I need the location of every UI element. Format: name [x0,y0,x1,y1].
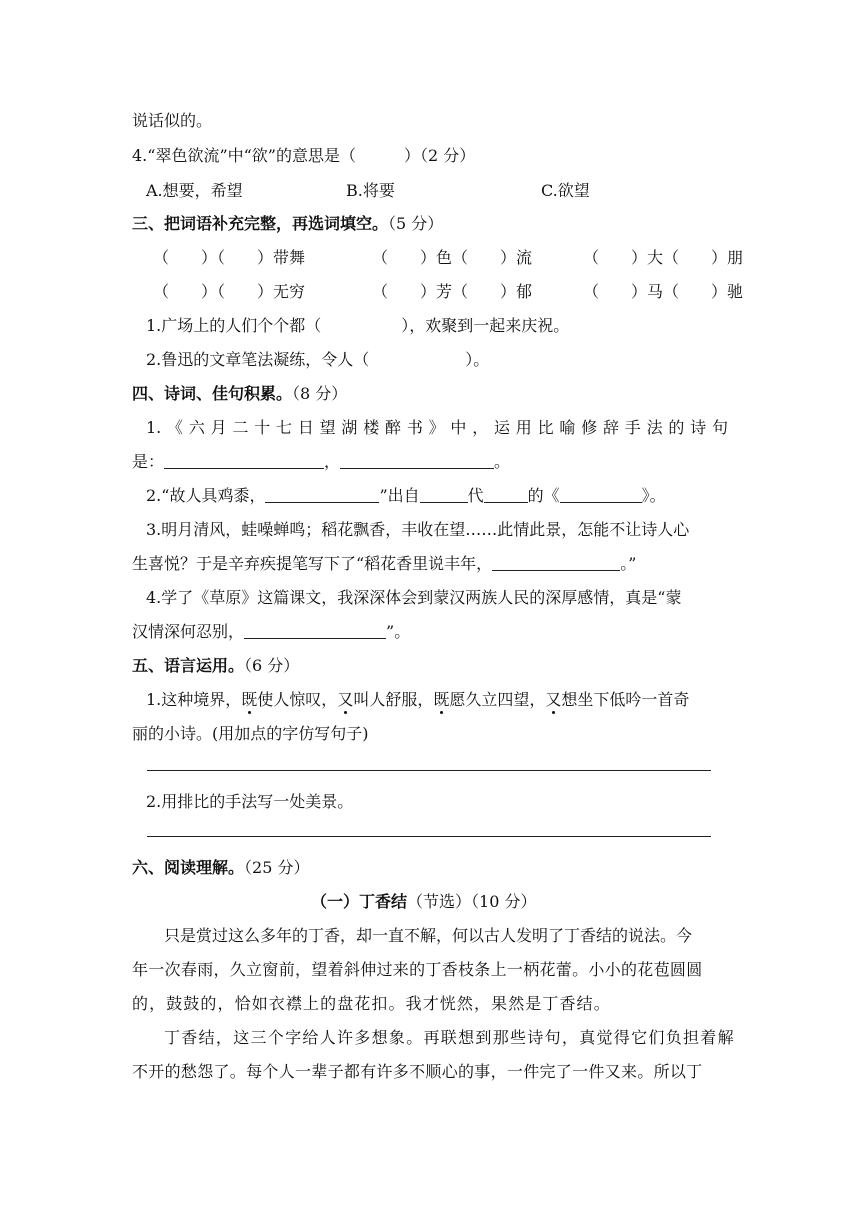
s4-item-3-line-1: 3.明月清风，蛙噪蝉鸣；稻花飘香，丰收在望……此情此景，怎能不让诗人心 [146,520,690,539]
s4-item-2-text-d: 的《 [527,486,560,505]
dotted-char: 又 [545,690,562,709]
s3-word-5: （ ）芳（ ）郁 [372,282,533,301]
s4-item-1-char: 比 [537,418,554,437]
s5-text: 1.这种境界， [146,690,242,709]
s4-item-1-char: 修 [581,418,598,437]
s5-text: 想坐下低吟一首奇 [561,690,690,709]
s4-item-1-char: 《 [167,418,184,437]
s4-item-1-end: 。 [494,452,511,471]
s4-item-1-char: 用 [515,418,532,437]
blank [265,486,379,503]
s4-item-1-char: 楼 [363,418,380,437]
section-3-score: （5 分） [388,214,444,233]
s4-item-1-char: 辞 [602,418,619,437]
continued-text: 说话似的。 [132,111,213,130]
s5-text: 叫人舒服， [353,690,434,709]
q4-option-c: C.欲望 [541,181,590,200]
section-4-score: （8 分） [292,384,348,403]
section-3-title [132,213,443,235]
s3-word-2: （ ）色（ ）流 [372,248,533,267]
blank [244,622,386,639]
s4-item-1-comma: ， [324,452,341,471]
blank [420,486,468,503]
s4-item-1-char: 醉 [385,418,402,437]
passage-p2-line-1: 丁香结，这三个字给人许多想象。再联想到那些诗句，真觉得它们负担着解 [164,1028,735,1047]
s4-item-1-char: ， [472,418,489,437]
blank [560,486,642,503]
s4-item-2-text-e: 》。 [641,486,666,505]
s4-item-1-char: 日 [297,418,314,437]
blank [164,452,324,469]
s3-word-3: （ ）大（ ）朋 [583,248,744,267]
s4-item-4-text: 汉情深何忍别， [132,622,245,641]
s4-item-1-char: 》 [428,418,445,437]
s4-item-1-char: 书 [406,418,423,437]
s4-item-3-line-2 [132,553,636,575]
s4-item-2 [146,485,666,507]
s4-item-1-char: 1. [146,418,162,437]
passage-p1-line-3: 的，鼓鼓的，恰如衣襟上的盘花扣。我才恍然，果然是丁香结。 [132,994,611,1013]
s4-item-1-line-2 [132,451,510,473]
s4-item-4-line-2 [132,621,410,643]
s3-item-2: 2.鲁迅的文章笔法凝练，令人（ ）。 [146,350,490,369]
question-4: 4.“翠色欲流”中“欲”的意思是（ ）（2 分） [132,146,476,165]
q4-option-a: A.想要，希望 [146,181,243,200]
section-5-title [132,655,299,677]
s4-item-1-char: 月 [210,418,227,437]
answer-line [147,836,711,837]
s3-item-1: 1.广场上的人们个个都（ ），欢聚到一起来庆祝。 [146,316,570,335]
s4-item-2-text-b: ”出自 [379,486,420,505]
s5-text: 使人惊叹， [257,690,338,709]
blank [340,452,494,469]
reading-title-note: （节选）（10 分） [407,892,537,911]
passage-p2-line-2: 不开的愁怨了。每个人一辈子都有许多不顺心的事，一件完了一件又来。所以丁 [132,1062,703,1081]
s3-word-4: （ ）（ ）无穷 [153,282,306,301]
section-3-heading: 三、把词语补充完整，再选词填空。 [132,214,389,233]
s4-item-3-text: 生喜悦？于是辛弃疾提笔写下了“稻花香里说丰年， [132,554,493,573]
s4-item-3-end: 。” [620,554,637,573]
s4-item-1-char: 句 [711,418,728,437]
s4-item-1-char: 二 [232,418,249,437]
s4-item-1-line-1 [146,417,728,439]
dotted-char: 既 [433,690,450,709]
section-5-heading: 五、语言运用。 [132,656,245,675]
q4-option-b: B.将要 [346,181,395,200]
s4-item-1-char: 六 [188,418,205,437]
s4-item-2-text-c: 代 [467,486,484,505]
dotted-char: 既 [241,690,258,709]
s4-item-4-end: ”。 [386,622,411,641]
passage-p1-line-2: 年一次春雨，久立窗前，望着斜伸过来的丁香枝条上一柄花蕾。小小的花苞圆圆 [132,960,703,979]
reading-title [311,891,536,913]
s3-word-1: （ ）（ ）带舞 [153,248,306,267]
blank [492,554,620,571]
s5-item-2: 2.用排比的手法写一处美景。 [146,792,354,811]
s4-item-1-char: 运 [494,418,511,437]
section-6-heading: 六、阅读理解。 [132,858,245,877]
section-6-title [132,857,309,879]
s3-word-6: （ ）马（ ）驰 [583,282,744,301]
blank [484,486,528,503]
s4-item-1-char: 望 [319,418,336,437]
s4-item-2-text-a: 2.“故人具鸡黍， [146,486,266,505]
s5-item-1-line-2: 丽的小诗。(用加点的字仿写句子) [132,724,369,743]
section-4-title [132,383,347,405]
s4-item-1-char: 七 [276,418,293,437]
section-6-score: （25 分） [244,858,310,877]
s4-item-1-char: 湖 [341,418,358,437]
dotted-char: 又 [337,690,354,709]
s4-item-1-char: 的 [668,418,685,437]
answer-line [147,770,711,771]
section-5-score: （6 分） [244,656,300,675]
s5-item-1-line-1 [146,689,689,711]
s4-item-1-char: 中 [450,418,467,437]
s4-item-1-char: 喻 [559,418,576,437]
s4-item-1-char: 诗 [690,418,707,437]
s4-item-1-char: 手 [624,418,641,437]
s4-item-4-line-1: 4.学了《草原》这篇课文，我深深体会到蒙汉两族人民的深厚感情，真是“蒙 [146,588,682,607]
s4-item-1-prefix: 是： [132,452,165,471]
reading-title-text: （一）丁香结 [311,892,408,911]
passage-p1-line-1: 只是赏过这么多年的丁香，却一直不解，何以古人发明了丁香结的说法。今 [164,926,693,945]
s4-item-1-char: 十 [254,418,271,437]
section-4-heading: 四、诗词、佳句积累。 [132,384,293,403]
s5-text: 愿久立四望， [449,690,546,709]
s4-item-1-char: 法 [646,418,663,437]
